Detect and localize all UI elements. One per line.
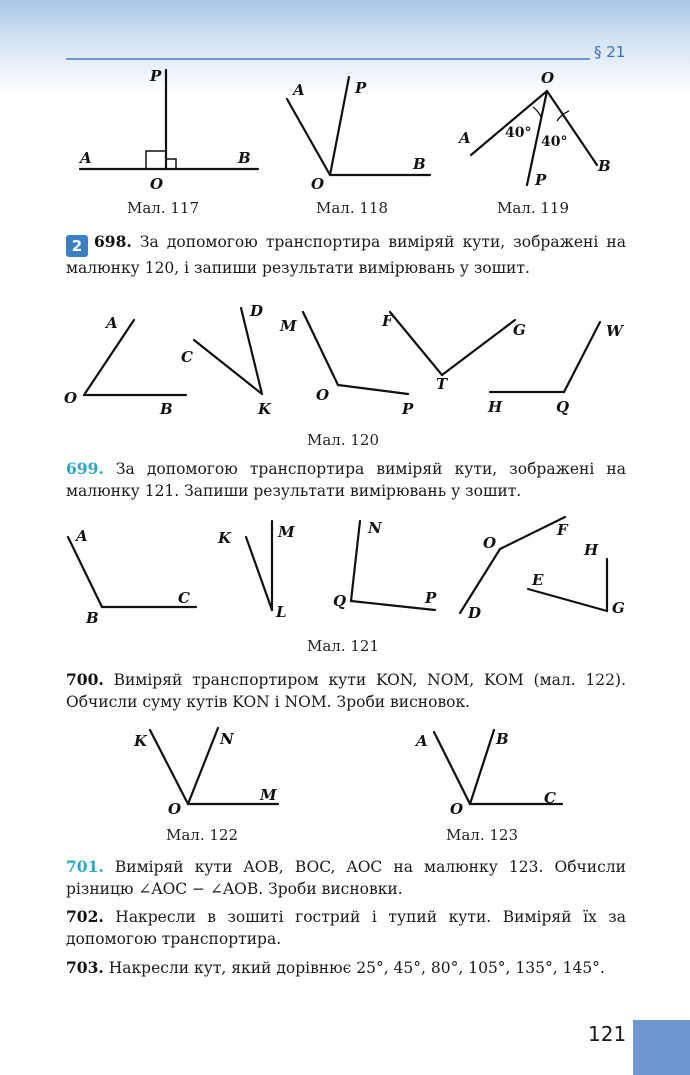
section-label: § 21 <box>594 43 626 61</box>
task-number: 703. <box>66 958 104 977</box>
label-N: N <box>220 730 234 748</box>
figure-120 <box>60 300 640 425</box>
task-text: Виміряй кути AOB, BOC, AOC на малюнку 123. Обчисли різницю ∠AOC − ∠AOB. Зроби висновки. <box>66 858 626 898</box>
task-text: Виміряй транспортиром кути KON, NOM, KOM (мал. 122). Обчисли суму кутів KON і NOM. Зроби висновок. <box>66 671 626 711</box>
label-O: O <box>483 534 497 552</box>
label-B: B <box>413 155 426 173</box>
header-rule <box>66 58 590 60</box>
task-702 <box>66 906 626 950</box>
task-number: 700. <box>66 670 104 689</box>
label-B: B <box>238 149 251 167</box>
label-A: A <box>76 527 88 545</box>
task-699 <box>66 458 626 502</box>
label-F: F <box>382 312 393 330</box>
difficulty-badge-icon: 2 <box>66 235 88 257</box>
label-K: K <box>258 400 272 418</box>
label-O: O <box>150 175 164 193</box>
task-700 <box>66 669 626 713</box>
task-703 <box>66 957 626 979</box>
figure-123 <box>410 722 580 822</box>
label-W: W <box>606 322 623 340</box>
label-A: A <box>106 314 118 332</box>
label-G: G <box>513 321 526 339</box>
label-K: K <box>218 529 232 547</box>
label-O: O <box>168 800 182 818</box>
label-O: O <box>311 175 325 193</box>
label-E: E <box>532 571 544 589</box>
label-K: K <box>134 732 148 750</box>
label-A: A <box>80 149 92 167</box>
task-701 <box>66 856 626 900</box>
figure-121 <box>60 515 640 630</box>
label-B: B <box>598 157 611 175</box>
label-G: G <box>612 599 625 617</box>
label-T: T <box>436 375 448 393</box>
label-M: M <box>260 786 277 804</box>
label-M: M <box>280 317 297 335</box>
label-Q: Q <box>556 398 570 416</box>
label-A: A <box>293 81 305 99</box>
task-text: Накресли в зошиті гострий і тупий кути. Виміряй їх за допомогою транспортира. <box>66 908 626 948</box>
label-P: P <box>150 67 162 85</box>
task-text: За допомогою транспортира виміряй кути, зображені на малюнку 120, і запиши результати вимірювань у зошит. <box>66 233 626 277</box>
label-P: P <box>355 79 367 97</box>
label-D: D <box>250 302 264 320</box>
label-H: H <box>584 541 599 559</box>
figure-118 <box>275 65 445 195</box>
caption-119: Мал. 119 <box>497 199 569 217</box>
caption-121: Мал. 121 <box>307 637 379 655</box>
label-Q: Q <box>333 592 347 610</box>
label-N: N <box>368 519 382 537</box>
page-corner-tab <box>633 1020 690 1075</box>
label-B: B <box>496 730 509 748</box>
label-C: C <box>181 348 193 366</box>
label-B: B <box>86 609 99 627</box>
label-F: F <box>557 521 568 539</box>
label-A: A <box>459 129 471 147</box>
task-number: 699. <box>66 459 104 478</box>
label-O: O <box>450 800 464 818</box>
label-D: D <box>468 604 482 622</box>
caption-118: Мал. 118 <box>316 199 388 217</box>
label-C: C <box>544 789 556 807</box>
caption-120: Мал. 120 <box>307 431 379 449</box>
label-O: O <box>64 389 78 407</box>
label-M: M <box>278 523 295 541</box>
caption-122: Мал. 122 <box>166 826 238 844</box>
angle-label-1: 40° <box>505 125 532 141</box>
label-O2: O <box>316 386 330 404</box>
label-P: P <box>425 589 437 607</box>
caption-117: Мал. 117 <box>127 199 199 217</box>
page-number: 121 <box>588 1022 627 1046</box>
label-P: P <box>402 400 414 418</box>
label-B: B <box>160 400 173 418</box>
label-H: H <box>488 398 503 416</box>
caption-123: Мал. 123 <box>446 826 518 844</box>
task-text: Накресли кут, який дорівнює 25°, 45°, 80°, 105°, 135°, 145°. <box>108 959 605 977</box>
task-number: 702. <box>66 907 104 926</box>
label-P: P <box>535 171 547 189</box>
label-L: L <box>276 603 287 621</box>
task-text: За допомогою транспортира виміряй кути, зображені на малюнку 121. Запиши результати вимірювань у зошит. <box>66 460 626 500</box>
task-698 <box>66 231 626 279</box>
label-A: A <box>416 732 428 750</box>
task-number: 701. <box>66 857 104 876</box>
task-number: 698. <box>94 232 132 251</box>
label-C: C <box>178 589 190 607</box>
figure-122 <box>130 722 300 822</box>
angle-label-2: 40° <box>541 134 568 150</box>
label-O: O <box>541 69 555 87</box>
figure-119 <box>455 65 625 195</box>
figure-117 <box>70 65 270 195</box>
